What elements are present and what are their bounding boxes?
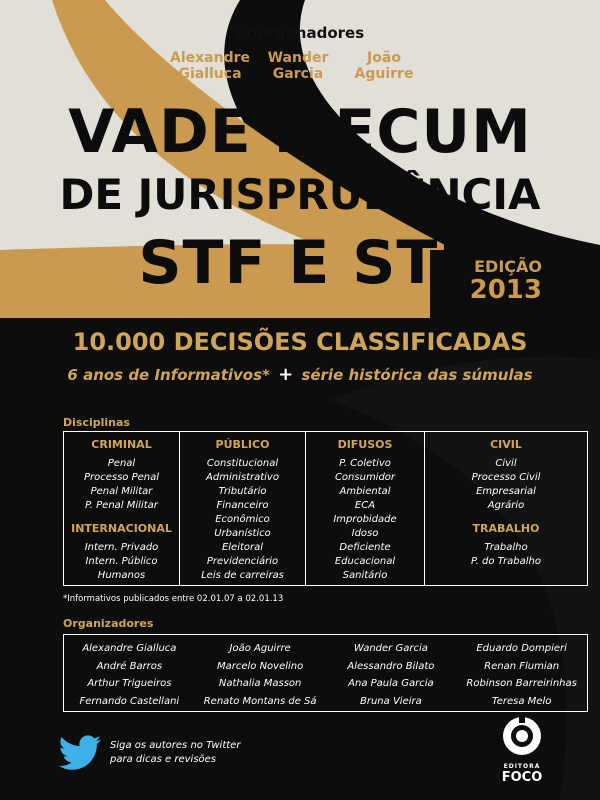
publico-column xyxy=(180,432,306,585)
disciplines-table xyxy=(63,431,588,586)
discipline-item: Processo Penal xyxy=(83,472,160,483)
organizer-name: Ana Paula Garcia xyxy=(348,678,434,689)
organizer-name: Renan Flumian xyxy=(484,660,560,672)
discipline-item: Sanitário xyxy=(342,570,388,581)
discipline-item: Penal xyxy=(107,458,136,469)
discipline-item: ECA xyxy=(354,500,376,511)
coordinators-heading: Coordenadores xyxy=(235,24,365,42)
publisher-line-1: EDITORA xyxy=(503,763,541,770)
discipline-item: Agrário xyxy=(487,500,525,511)
organizers-column xyxy=(64,640,195,711)
discipline-item: Humanos xyxy=(97,570,146,581)
discipline-item: Econômico xyxy=(215,514,270,525)
discipline-item: Financeiro xyxy=(216,500,269,511)
twitter-text xyxy=(110,739,310,767)
discipline-item: Educacional xyxy=(334,556,396,567)
subtitle-informativos: 6 anos de Informativos* xyxy=(67,366,270,384)
organizer-name: Robinson Barreirinhas xyxy=(466,678,577,689)
organizers-column xyxy=(326,640,457,711)
book-title-line-1: VADE MECUM xyxy=(68,97,532,167)
discipline-item: Previdenciário xyxy=(206,556,279,567)
organizer-name: Marcelo Novelino xyxy=(216,660,304,672)
discipline-item: Eleitoral xyxy=(221,542,264,553)
discipline-item: Leis de carreiras xyxy=(201,570,284,581)
discipline-item: Trabalho xyxy=(484,542,528,553)
subtitle-sumulas: série histórica das súmulas xyxy=(301,366,533,384)
civil-column xyxy=(425,432,587,585)
book-title-line-2: DE JURISPRUDÊNCIA xyxy=(59,170,541,219)
discipline-item: Ambiental xyxy=(339,486,391,497)
discipline-item: Penal Militar xyxy=(90,486,153,497)
organizers-table xyxy=(63,634,588,712)
edition-label: EDIÇÃO xyxy=(474,257,542,276)
footnote: *Informativos publicados entre 02.01.07 a 02.01.13 xyxy=(63,594,284,604)
twitter-line-2: para dicas e revisões xyxy=(110,754,217,765)
coordinator-name: Alexandre Gialluca xyxy=(170,50,250,82)
editora-foco-logo xyxy=(502,714,542,758)
discipline-item: Civil xyxy=(495,458,517,469)
discipline-item: Deficiente xyxy=(339,542,391,553)
discipline-item: P. do Trabalho xyxy=(471,556,541,567)
subtitle-main: 10.000 DECISÕES CLASSIFICADAS xyxy=(72,328,528,356)
edition-badge xyxy=(470,258,542,304)
discipline-item: Administrativo xyxy=(206,472,279,483)
edition-year: 2013 xyxy=(469,275,542,305)
discipline-item: Idoso xyxy=(351,528,379,539)
plus-sign: + xyxy=(278,364,294,385)
difusos-heading: DIFUSOS xyxy=(337,438,393,451)
organizer-name: Teresa Melo xyxy=(491,695,552,707)
organizer-name: Wander Garcia xyxy=(353,643,428,654)
organizer-name: Renato Montans de Sá xyxy=(203,695,317,707)
book-title-line-3: STF E STJ xyxy=(138,228,462,298)
twitter-line-1: Siga os autores no Twitter xyxy=(110,740,241,751)
difusos-column xyxy=(306,432,425,585)
coordinator-name: Wander Garcia xyxy=(267,50,329,82)
criminal-column xyxy=(64,432,180,585)
subtitle-secondary xyxy=(0,364,600,385)
twitter-bird-icon xyxy=(58,735,102,771)
internacional-heading: INTERNACIONAL xyxy=(71,522,172,535)
organizers-heading: Organizadores xyxy=(63,617,154,630)
disciplines-heading: Disciplinas xyxy=(63,416,130,429)
discipline-item: Processo Civil xyxy=(471,472,541,483)
coordinator-name: João Aguirre xyxy=(354,50,414,82)
discipline-item: Urbanístico xyxy=(214,528,271,539)
discipline-item: Intern. Público xyxy=(85,556,158,567)
trabalho-heading: TRABALHO xyxy=(472,522,540,535)
discipline-item: Intern. Privado xyxy=(84,542,159,553)
organizer-name: Bruna Vieira xyxy=(360,695,422,707)
publico-heading: PÚBLICO xyxy=(215,438,270,451)
publisher-name xyxy=(496,763,548,785)
discipline-item: Empresarial xyxy=(476,486,536,497)
discipline-item: Improbidade xyxy=(333,514,397,525)
discipline-item: P. Coletivo xyxy=(339,458,391,469)
organizer-name: Fernando Castellani xyxy=(79,695,180,707)
civil-heading: CIVIL xyxy=(490,438,522,451)
organizer-name: Nathalia Masson xyxy=(218,678,302,689)
criminal-heading: CRIMINAL xyxy=(91,438,152,451)
organizers-column xyxy=(195,640,326,711)
discipline-item: Consumidor xyxy=(334,472,396,483)
organizer-name: André Barros xyxy=(96,660,163,672)
organizer-name: Arthur Trigueiros xyxy=(87,678,172,689)
organizer-name: Alessandro Bilato xyxy=(347,660,435,672)
organizers-column xyxy=(456,640,587,711)
organizer-name: João Aguirre xyxy=(229,643,291,654)
publisher-line-2: FOCO xyxy=(501,770,543,785)
discipline-item: Tributário xyxy=(218,486,267,497)
discipline-item: Constitucional xyxy=(206,458,279,469)
organizer-name: Eduardo Dompieri xyxy=(476,643,567,654)
discipline-item: P. Penal Militar xyxy=(85,500,158,511)
organizer-name: Alexandre Gialluca xyxy=(82,643,177,654)
